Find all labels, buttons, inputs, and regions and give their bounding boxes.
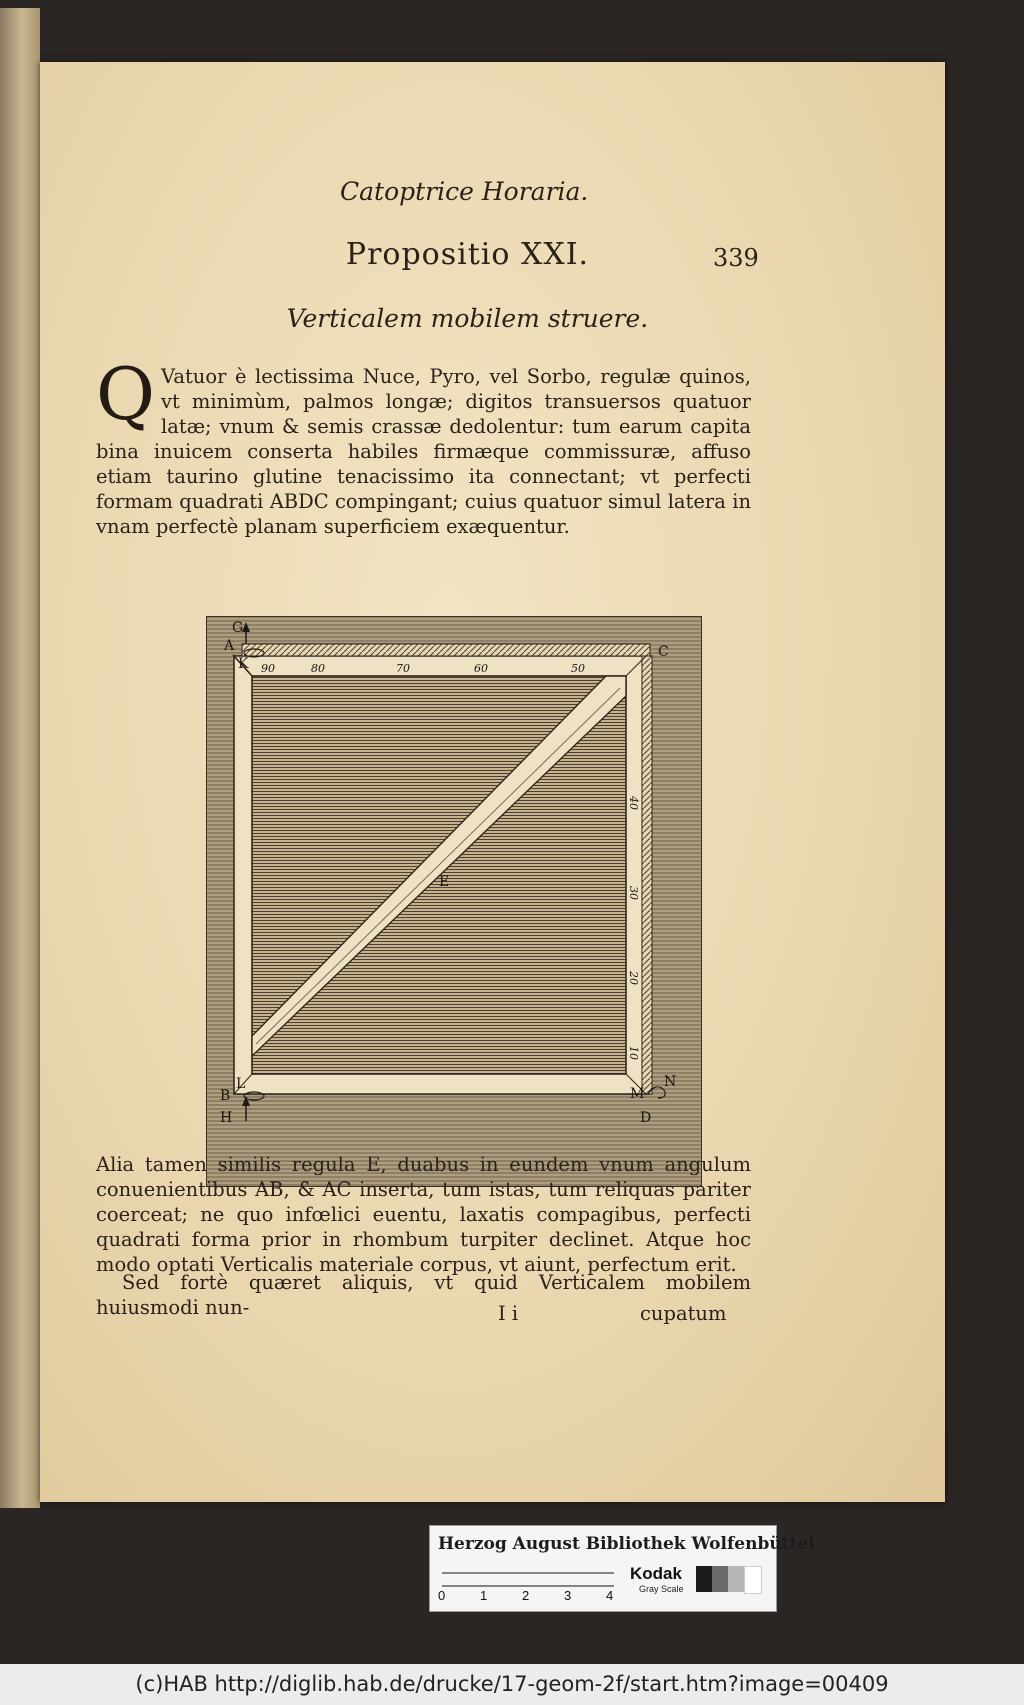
label-N: N [664,1074,677,1090]
page-number: 339 [713,244,759,272]
gray-patch-light [728,1566,744,1592]
gray-patch-black [696,1566,712,1592]
book-page [40,62,945,1502]
scale-top-90: 90 [261,662,275,675]
gray-patch-dark [712,1566,728,1592]
scale-side-20: 20 [627,971,640,985]
running-head: Catoptrice Horaria. [340,177,589,206]
label-M: M [630,1086,645,1102]
scale-side-40: 40 [627,796,640,810]
ruler-3: 3 [564,1588,572,1603]
label-D: D [640,1110,652,1126]
label-G: G [232,620,244,636]
drop-cap: Q [96,352,156,436]
gray-scale-caption: Gray Scale [639,1584,684,1594]
scale-top-50: 50 [571,662,585,675]
gray-patch-white [744,1566,762,1594]
label-K: K [238,656,249,672]
paragraph-1 [96,352,751,539]
proposition-subtitle: Verticalem mobilem struere. [286,304,649,333]
scale-top-60: 60 [474,662,488,675]
label-A: A [224,638,235,654]
adjacent-page-edge [0,8,40,1508]
side-scale-bar [642,656,652,1094]
ruler-1: 1 [480,1588,488,1603]
kodak-logo: Kodak [630,1564,682,1583]
footer-bar [0,1664,1024,1705]
scale-top-70: 70 [396,662,410,675]
proposition-title: Propositio XXI. [345,237,590,272]
catchword: cupatum [640,1302,727,1325]
label-H: H [220,1110,233,1126]
scale-side-10: 10 [627,1046,640,1060]
ruler-4: 4 [606,1588,614,1603]
signature-mark: I i [498,1302,519,1325]
label-E: E [439,874,450,890]
paragraph-3: Sed fortè quæret aliquis, vt quid Verticalem mobilem huiusmodi nun- [96,1271,751,1319]
top-scale-bar [242,644,650,656]
color-calibration-label [429,1525,815,1612]
paragraph-1-text: Vatuor è lectissima Nuce, Pyro, vel Sorbo, regulæ quinos, vt minimùm, palmos longæ; digitos transuersos quatuor latæ; vnum & semis crassæ dedolentur: tum earum capita bina inuicem conserta habiles firmæque commissuræ, affuso etiam taurino glutine tenacissimo ita connectant; vt perfecti formam quadrati ABDC compingant; cuius quatuor simul latera in vnam perfectè planam superficiem exæquentur. [96,365,751,538]
copyright-url: (c)HAB http://diglib.hab.de/drucke/17-geom-2f/start.htm?image=00409 [135,1672,889,1696]
paragraph-2: Alia tamen similis regula E, duabus in eundem vnum angulum conuenientibus AB, & AC inserta, tum istas, tum reliquas pariter coerceat; ne quo infœlici euentu, laxatis compagibus, perfecti quadrati forma prior in rhombum turpiter declinet. Atque hoc modo optati Verticalis materiale corpus, vt aiunt, perfectum erit. [96,1153,751,1276]
label-C: C [658,644,669,660]
scale-side-30: 30 [627,886,640,900]
ruler-0: 0 [438,1588,446,1603]
ruler-2: 2 [522,1588,530,1603]
label-B: B [220,1088,231,1104]
engraved-figure [206,616,702,1187]
label-L: L [236,1076,246,1092]
figure-svg [206,616,702,1187]
scale-top-80: 80 [311,662,325,675]
library-name: Herzog August Bibliothek Wolfenbüttel [438,1534,815,1554]
